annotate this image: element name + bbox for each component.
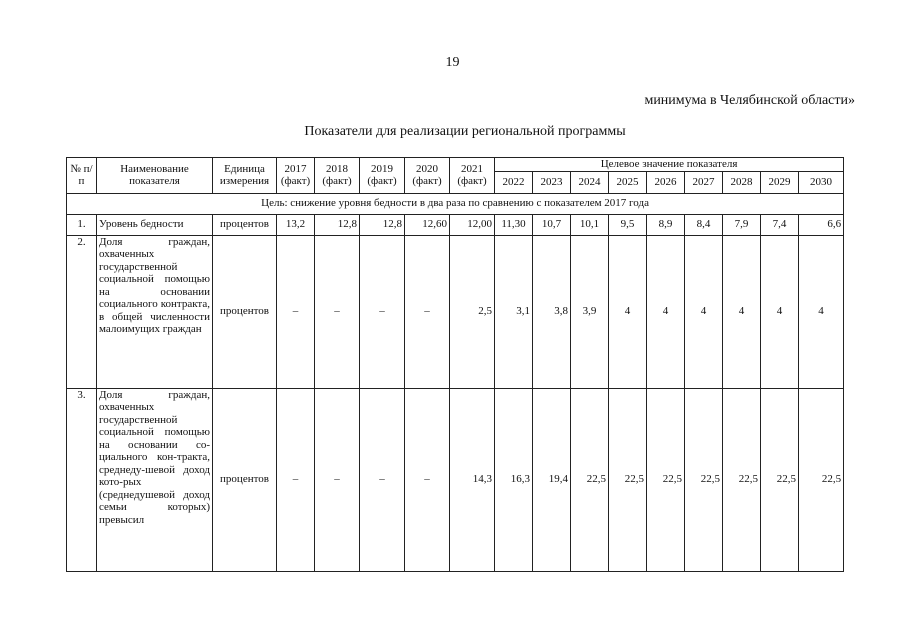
header-2025: 2025 bbox=[609, 171, 647, 193]
cell-2023: 3,8 bbox=[533, 235, 571, 388]
header-2019: 2019 (факт) bbox=[360, 158, 405, 194]
row-name: Доля граждан, охваченных государственной социальной помощью на основании со-циального кон-тракта, среднеду-шевой доход кото-рых (среднедушевой доход семьи которых) превысил bbox=[97, 388, 213, 571]
cell-2024: 10,1 bbox=[571, 214, 609, 235]
row-name: Доля граждан, охваченных государственной социальной помощью на основании социального контракта, в общей численности малоимущих граждан bbox=[97, 235, 213, 388]
header-2027: 2027 bbox=[685, 171, 723, 193]
header-2030: 2030 bbox=[799, 171, 844, 193]
cell-2023: 10,7 bbox=[533, 214, 571, 235]
row-unit: процентов bbox=[213, 214, 277, 235]
cell-2028: 22,5 bbox=[723, 388, 761, 571]
cell-2017: – bbox=[277, 388, 315, 571]
cell-2028: 4 bbox=[723, 235, 761, 388]
indicators-table bbox=[66, 157, 844, 572]
cell-2020: – bbox=[405, 235, 450, 388]
row-name: Уровень бедности bbox=[97, 214, 213, 235]
cell-2018: – bbox=[315, 388, 360, 571]
cell-2027: 8,4 bbox=[685, 214, 723, 235]
header-2018: 2018 (факт) bbox=[315, 158, 360, 194]
header-2028: 2028 bbox=[723, 171, 761, 193]
header-target-group: Целевое значение показателя bbox=[495, 158, 844, 172]
table-row bbox=[67, 388, 844, 571]
cell-2027: 4 bbox=[685, 235, 723, 388]
cell-2027: 22,5 bbox=[685, 388, 723, 571]
row-num: 2. bbox=[67, 235, 97, 388]
cell-2028: 7,9 bbox=[723, 214, 761, 235]
cell-2030: 4 bbox=[799, 235, 844, 388]
cell-2019: – bbox=[360, 235, 405, 388]
page-number: 19 bbox=[445, 55, 460, 70]
cell-2025: 22,5 bbox=[609, 388, 647, 571]
table-row bbox=[67, 235, 844, 388]
header-unit: Единица измерения bbox=[213, 158, 277, 194]
row-num: 1. bbox=[67, 214, 97, 235]
cell-2019: 12,8 bbox=[360, 214, 405, 235]
header-name: Наименование показателя bbox=[97, 158, 213, 194]
header-2022: 2022 bbox=[495, 171, 533, 193]
cell-2024: 3,9 bbox=[571, 235, 609, 388]
cell-2029: 4 bbox=[761, 235, 799, 388]
document-title: Показатели для реализации региональной программы bbox=[304, 124, 626, 139]
cell-2029: 22,5 bbox=[761, 388, 799, 571]
header-2029: 2029 bbox=[761, 171, 799, 193]
header-2026: 2026 bbox=[647, 171, 685, 193]
cell-2022: 3,1 bbox=[495, 235, 533, 388]
cell-2022: 11,30 bbox=[495, 214, 533, 235]
table-row bbox=[67, 214, 844, 235]
header-2021: 2021 (факт) bbox=[450, 158, 495, 194]
header-num: № п/п bbox=[67, 158, 97, 194]
header-2023: 2023 bbox=[533, 171, 571, 193]
cell-2017: 13,2 bbox=[277, 214, 315, 235]
cell-2018: 12,8 bbox=[315, 214, 360, 235]
cell-2024: 22,5 bbox=[571, 388, 609, 571]
cell-2019: – bbox=[360, 388, 405, 571]
cell-2020: – bbox=[405, 388, 450, 571]
row-num: 3. bbox=[67, 388, 97, 571]
cell-2021: 14,3 bbox=[450, 388, 495, 571]
cell-2020: 12,60 bbox=[405, 214, 450, 235]
row-unit: процентов bbox=[213, 388, 277, 571]
cell-2021: 12,00 bbox=[450, 214, 495, 235]
header-2024: 2024 bbox=[571, 171, 609, 193]
cell-2030: 22,5 bbox=[799, 388, 844, 571]
row-unit: процентов bbox=[213, 235, 277, 388]
cell-2025: 9,5 bbox=[609, 214, 647, 235]
cell-2026: 8,9 bbox=[647, 214, 685, 235]
cell-2018: – bbox=[315, 235, 360, 388]
cell-2026: 22,5 bbox=[647, 388, 685, 571]
cell-2023: 19,4 bbox=[533, 388, 571, 571]
header-2020: 2020 (факт) bbox=[405, 158, 450, 194]
goal-row: Цель: снижение уровня бедности в два раза по сравнению с показателем 2017 года bbox=[67, 193, 844, 214]
continuation-text: минимума в Челябинской области» bbox=[644, 93, 855, 108]
header-2017: 2017 (факт) bbox=[277, 158, 315, 194]
cell-2026: 4 bbox=[647, 235, 685, 388]
cell-2029: 7,4 bbox=[761, 214, 799, 235]
cell-2030: 6,6 bbox=[799, 214, 844, 235]
cell-2017: – bbox=[277, 235, 315, 388]
cell-2021: 2,5 bbox=[450, 235, 495, 388]
cell-2022: 16,3 bbox=[495, 388, 533, 571]
cell-2025: 4 bbox=[609, 235, 647, 388]
